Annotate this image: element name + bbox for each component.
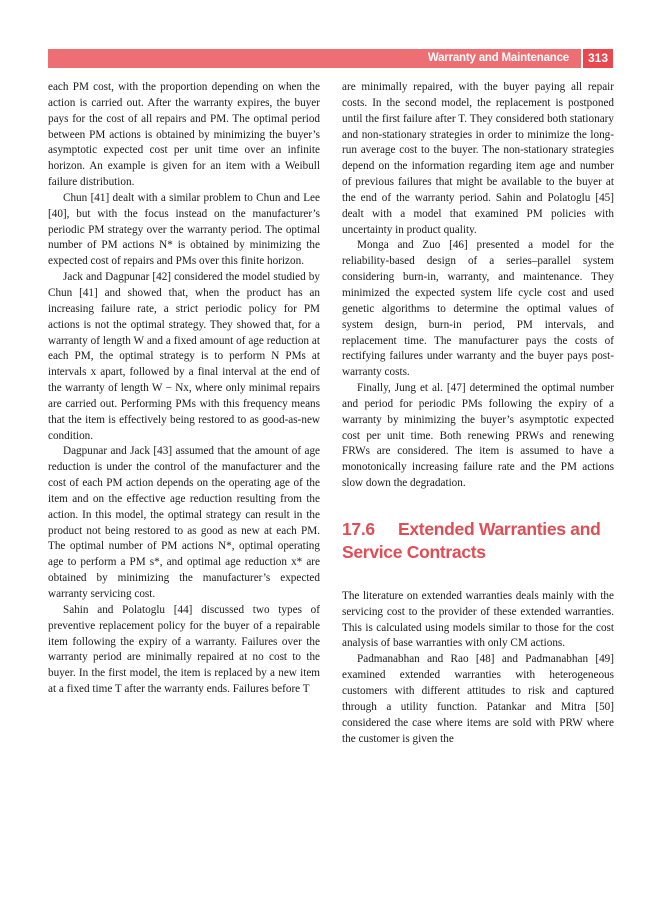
page-number: 313 bbox=[581, 49, 613, 68]
paragraph: are minimally repaired, with the buyer paying all repair costs. In the second model, the replacement is postponed until the first failure after T. They considered both stationary and non-stationary strategies in order to minimize the long-run average cost to the buyer. The non-stationary strategies depend on the information regarding item age and number of previous failures that might be available to the buyer at the end of the warranty period. Sahin and Polatoglu [45] dealt with a model that examined PM policies with uncertainty in product quality. bbox=[342, 81, 614, 236]
paragraph: Monga and Zuo [46] presented a model for the reliability-based design of a series–parallel system considering burn-in, warranty, and maintenance. They minimized the expected system life cycle cost and used genetic algorithms to determine the optimal values of system design, burn-in period, PM intervals, and replacement time. The manufacturer pays the costs of rectifying failures under warranty and the buyer pays post-warranty costs. bbox=[342, 239, 614, 379]
section-heading bbox=[342, 518, 614, 564]
paragraph: Padmanabhan and Rao [48] and Padmanabhan [49] examined extended warranties with heterogeneous customers with different attitudes to risk and captured through a utility function. Patankar and Mitra [50] considered the case where items are sold with PRW where the customer is given the bbox=[342, 653, 614, 745]
section-number: 17.6 bbox=[342, 518, 375, 539]
paragraph: Jack and Dagpunar [42] considered the model studied by Chun [41] and showed that, when the product has an increasing failure rate, a strict periodic policy for PM actions is not the optimal strategy. They showed that, for a warranty of length W and a fixed amount of age reduction at each PM, the optimal strategy is to perform N PMs at intervals x apart, followed by a final interval at the end of the warranty of length W − Nx, where only minimal repairs are carried out. Performing PMs with this frequency means that the item is effectively being restored to as good-as-new condition. bbox=[48, 271, 320, 442]
paragraph: Chun [41] dealt with a similar problem to Chun and Lee [40], but with the focus instead on the manufacturer’s periodic PM strategy over the warranty period. The optimal number of PM actions N* is obtained by minimizing the expected cost of repairs and PMs over this finite horizon. bbox=[48, 191, 320, 268]
running-header-bar bbox=[48, 49, 613, 68]
right-column bbox=[342, 80, 614, 747]
paragraph: Finally, Jung et al. [47] determined the optimal number and period for periodic PMs following the expiry of a warranty by minimizing the buyer’s asymptotic expected cost per unit time. Both renewing PRWs and renewing FRWs are considered. The item is assumed to have a monotonically increasing failure rate and the PM actions slow down the degradation. bbox=[342, 382, 614, 490]
left-column bbox=[48, 80, 320, 698]
running-title: Warranty and Maintenance bbox=[427, 52, 569, 64]
paragraph: Sahin and Polatoglu [44] discussed two types of preventive replacement policy for the buyer of a repairable item following the expiry of a warranty. Failures over the warranty period are minimally repaired at no cost to the buyer. In the first model, the item is replaced by a new item at a fixed time T after the warranty ends. Failures before T bbox=[48, 603, 320, 696]
paragraph: each PM cost, with the proportion depending on when the action is carried out. After the warranty expires, the buyer pays for the cost of all repairs and PM. The optimal period between PM actions is obtained by minimizing the buyer’s asymptotic expected cost per unit time over an infinite horizon. An example is given for an item with a Weibull failure distribution. bbox=[48, 81, 320, 189]
section-title: Extended Warranties and Service Contracts bbox=[342, 518, 601, 562]
paragraph: The literature on extended warranties deals mainly with the servicing cost to the provider of these extended warranties. This is calculated using models similar to those for the cost analysis of base warranties with only CM actions. bbox=[342, 589, 614, 650]
paragraph: Dagpunar and Jack [43] assumed that the amount of age reduction is under the control of the manufacturer and the cost of each PM action depends on the operating age of the item and on the effective age reduction resulting from the action. In this model, the optimal strategy can result in the product not being restored to as good as new at each PM. The optimal number of PM actions N*, optimal operating age to perform a PM s*, and optimal age reduction x* are obtained by minimizing the manufacturer’s expected warranty servicing cost. bbox=[48, 445, 320, 600]
